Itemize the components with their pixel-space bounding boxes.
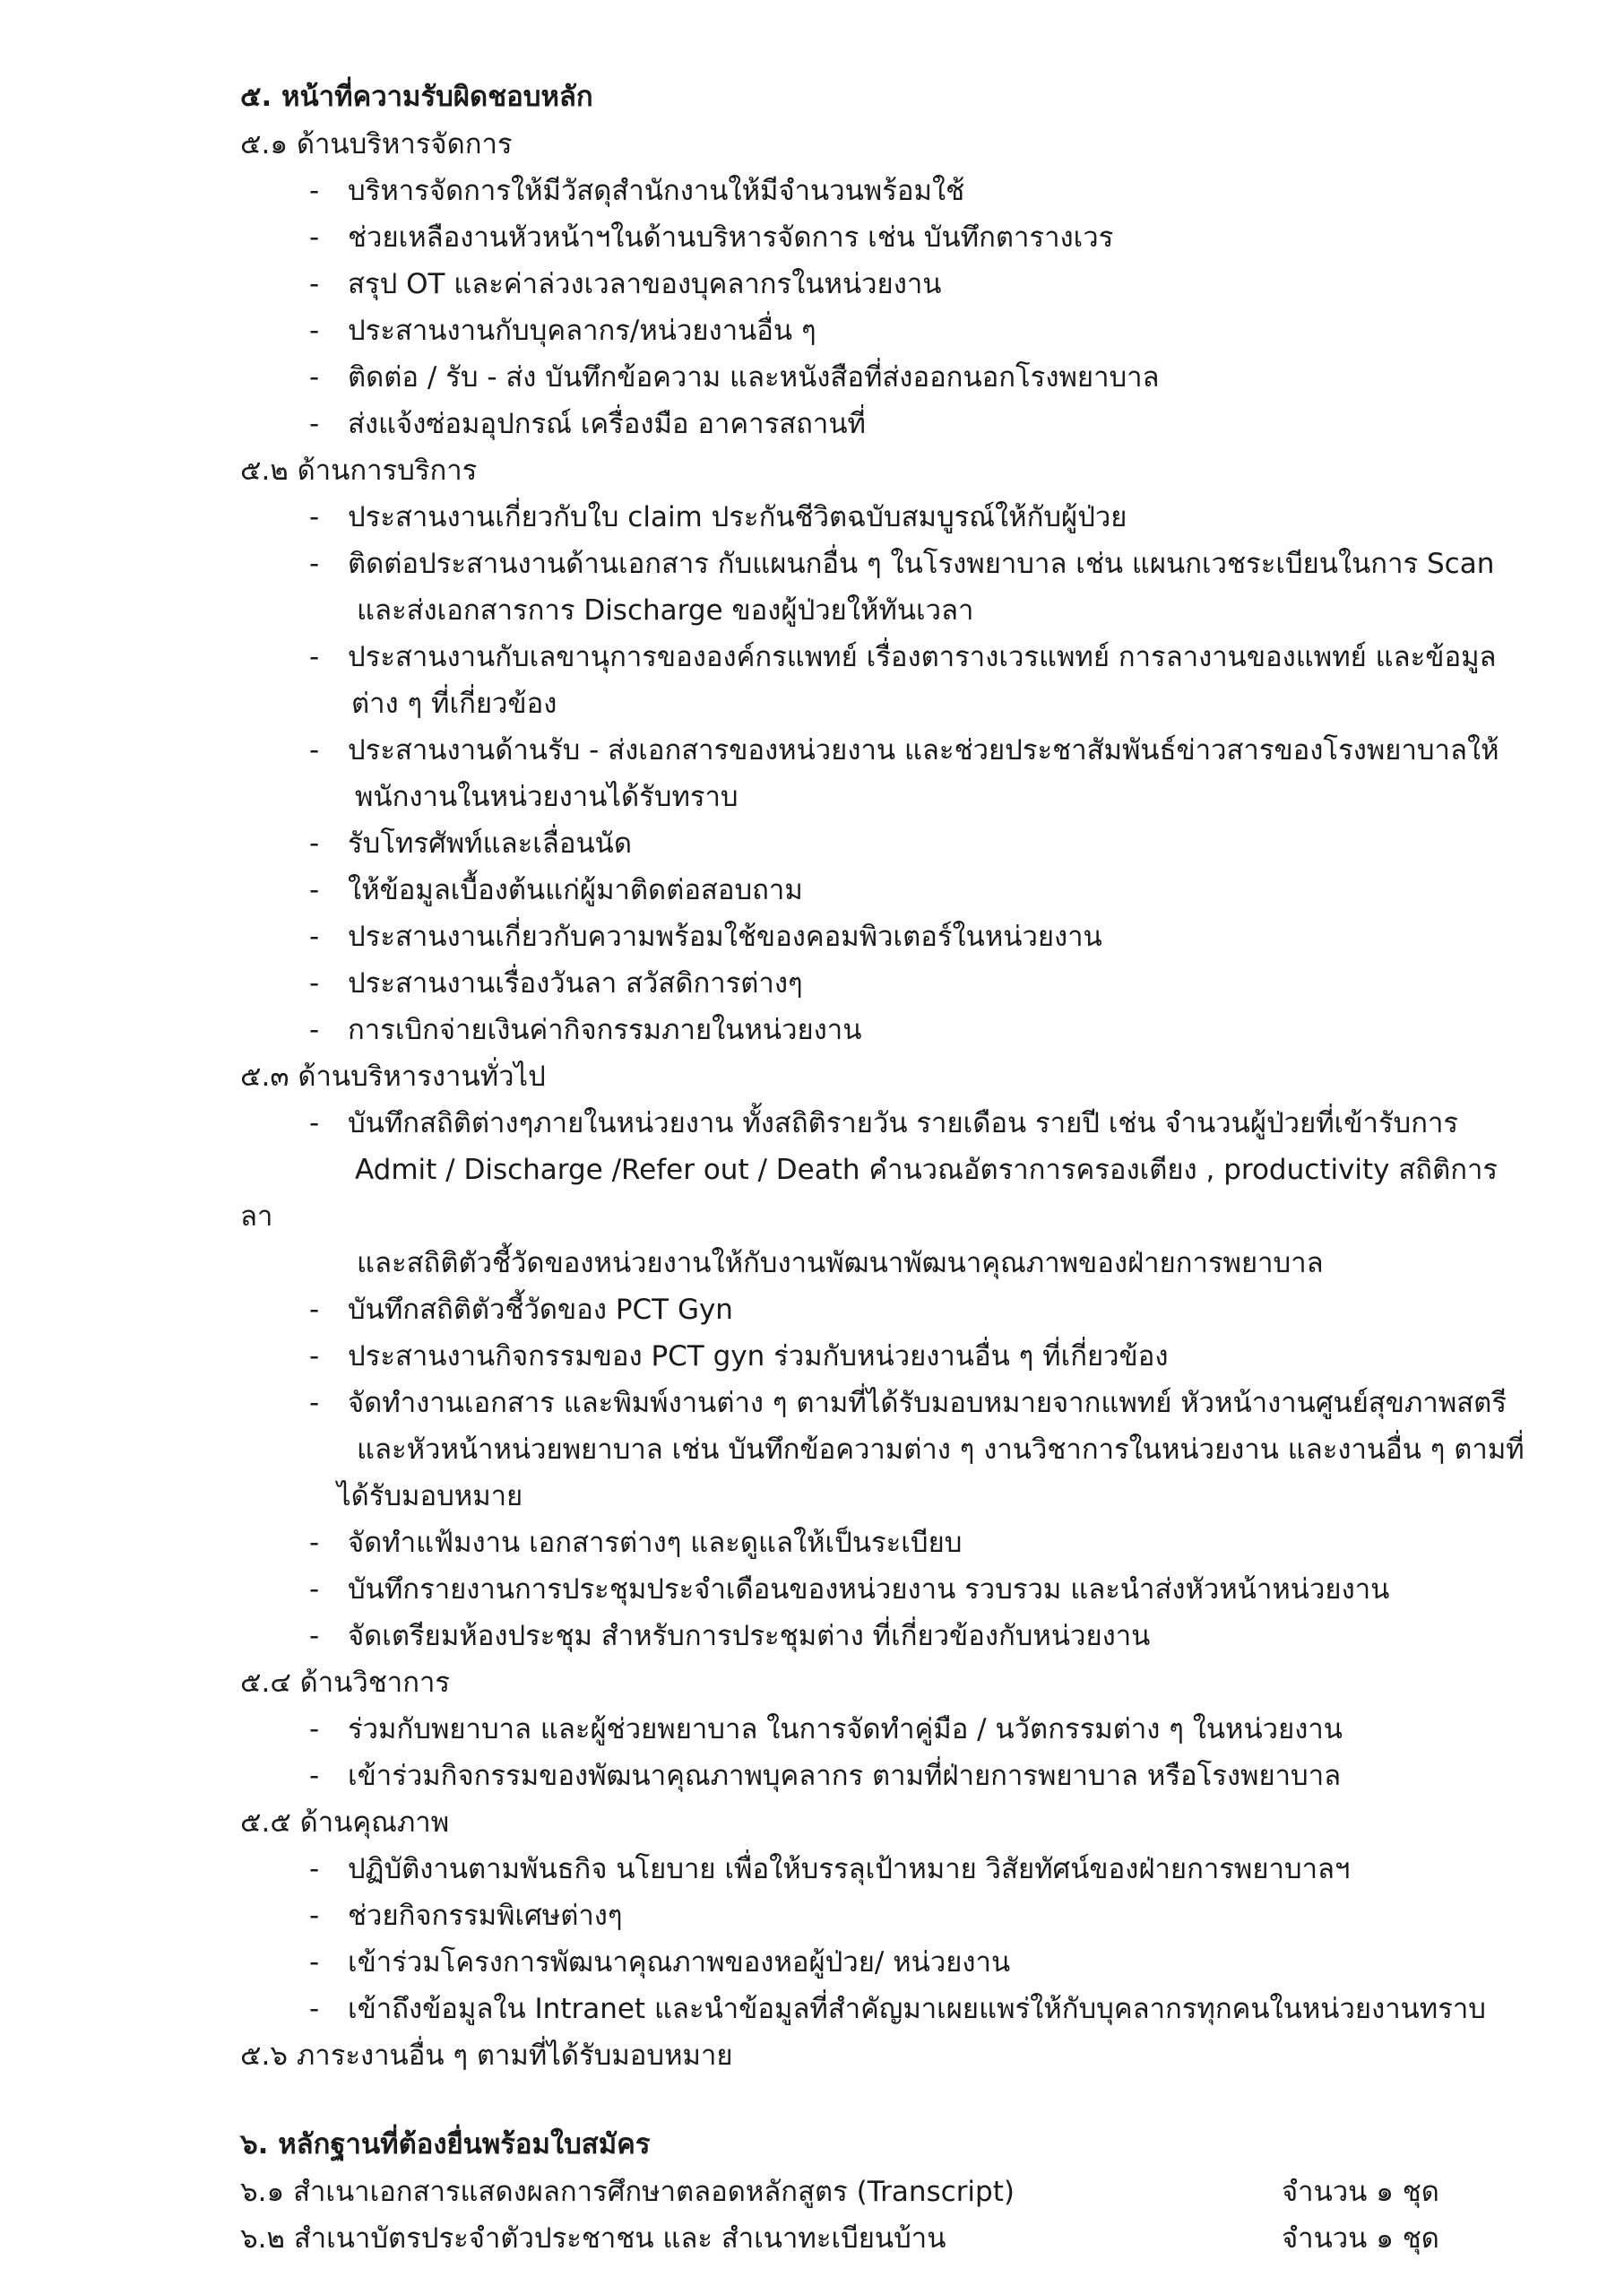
bullet-dash: - [309, 408, 320, 440]
list-item: รับโทรศัพท์และเลื่อนนัด [348, 827, 632, 860]
subsection-5-3-title: ๕.๓ ด้านบริหารงานทั่วไป [240, 1061, 546, 1093]
bullet-dash: - [309, 1340, 320, 1373]
list-item: ให้ข้อมูลเบื้องต้นแก่ผู้มาติดต่อสอบถาม [348, 874, 803, 906]
list-item-continuation: ต่าง ๆ ที่เกี่ยวข้อง [351, 688, 557, 720]
bullet-dash: - [309, 501, 320, 533]
bullet-dash: - [309, 734, 320, 766]
list-item: เข้าร่วมกิจกรรมของพัฒนาคุณภาพบุคลากร ตามที่ฝ่ายการพยาบาล หรือโรงพยาบาล [348, 1760, 1342, 1792]
subsection-5-1-title: ๕.๑ ด้านบริหารจัดการ [240, 128, 513, 160]
bullet-dash: - [309, 221, 320, 254]
list-item: ประสานงานเรื่องวันลา สวัสดิการต่างๆ [348, 967, 803, 1000]
subsection-5-4-title: ๕.๔ ด้านวิชาการ [240, 1667, 451, 1699]
list-item: ประสานงานกับบุคลากร/หน่วยงานอื่น ๆ [348, 315, 816, 347]
list-item: เข้าถึงข้อมูลใน Intranet และนำข้อมูลที่สำคัญมาเผยแพร่ให้กับบุคลากรทุกคนในหน่วยงานทราบ [348, 1993, 1486, 2025]
bullet-dash: - [309, 1760, 320, 1792]
list-item: ติดต่อ / รับ - ส่ง บันทึกข้อความ และหนังสือที่ส่งออกนอกโรงพยาบาล [348, 361, 1160, 394]
bullet-dash: - [309, 548, 320, 580]
bullet-dash: - [309, 315, 320, 347]
document-row-qty: จำนวน ๑ ชุด [1282, 2222, 1439, 2255]
list-item-continuation: พนักงานในหน่วยงานได้รับทราบ [355, 781, 739, 813]
bullet-dash: - [309, 827, 320, 860]
bullet-dash: - [309, 1294, 320, 1326]
bullet-dash: - [309, 967, 320, 1000]
list-item: ติดต่อประสานงานด้านเอกสาร กับแผนกอื่น ๆ ในโรงพยาบาล เช่น แผนกเวชระเบียนในการ Scan [348, 548, 1495, 580]
list-item-continuation: และหัวหน้าหน่วยพยาบาล เช่น บันทึกข้อความต่าง ๆ งานวิชาการในหน่วยงาน และงานอื่น ๆ ตามที่ [357, 1433, 1525, 1466]
list-item: บันทึกรายงานการประชุมประจำเดือนของหน่วยงาน รวบรวม และนำส่งหัวหน้าหน่วยงาน [348, 1573, 1390, 1606]
list-item: จัดเตรียมห้องประชุม สำหรับการประชุมต่าง ที่เกี่ยวข้องกับหน่วยงาน [348, 1620, 1151, 1652]
list-item: ร่วมกับพยาบาล และผู้ช่วยพยาบาล ในการจัดทำคู่มือ / นวัตกรรมต่าง ๆ ในหน่วยงาน [348, 1713, 1343, 1745]
list-item: เข้าร่วมโครงการพัฒนาคุณภาพของหอผู้ป่วย/ หน่วยงาน [348, 1946, 1011, 1979]
list-item-continuation: และส่งเอกสารการ Discharge ของผู้ป่วยให้ทันเวลา [357, 594, 974, 627]
list-item: บันทึกสถิติต่างๆภายในหน่วยงาน ทั้งสถิติรายวัน รายเดือน รายปี เช่น จำนวนผู้ป่วยที่เข้ารับการ [348, 1107, 1459, 1139]
list-item: ประสานงานเกี่ยวกับความพร้อมใช้ของคอมพิวเตอร์ในหน่วยงาน [348, 921, 1102, 953]
subsection-5-6-title: ๕.๖ ภาระงานอื่น ๆ ตามที่ได้รับมอบหมาย [240, 2040, 733, 2072]
list-item: จัดทำแฟ้มงาน เอกสารต่างๆ และดูแลให้เป็นระเบียบ [348, 1527, 963, 1559]
bullet-dash: - [309, 1713, 320, 1745]
list-item: ปฏิบัติงานตามพันธกิจ นโยบาย เพื่อให้บรรลุเป้าหมาย วิสัยทัศน์ของฝ่ายการพยาบาลฯ [348, 1853, 1351, 1885]
bullet-dash: - [309, 874, 320, 906]
bullet-dash: - [309, 1387, 320, 1419]
bullet-dash: - [309, 921, 320, 953]
list-item: ประสานงานเกี่ยวกับใบ claim ประกันชีวิตฉบับสมบูรณ์ให้กับผู้ป่วย [348, 501, 1127, 533]
bullet-dash: - [309, 1853, 320, 1885]
section-6-heading: ๖. หลักฐานที่ต้องยื่นพร้อมใบสมัคร [240, 2128, 651, 2161]
list-item-continuation: ลา [240, 1200, 273, 1233]
bullet-dash: - [309, 641, 320, 673]
bullet-dash: - [309, 1573, 320, 1606]
document-row-qty: จำนวน ๑ ชุด [1282, 2176, 1439, 2208]
list-item: บริหารจัดการให้มีวัสดุสำนักงานให้มีจำนวนพร้อมใช้ [348, 175, 965, 207]
list-item-continuation: ได้รับมอบหมาย [337, 1480, 523, 1512]
bullet-dash: - [309, 1107, 320, 1139]
list-item: สรุป OT และค่าล่วงเวลาของบุคลากรในหน่วยงาน [348, 268, 942, 300]
section-5-heading: ๕. หน้าที่ความรับผิดชอบหลัก [240, 81, 593, 113]
subsection-5-2-title: ๕.๒ ด้านการบริการ [240, 455, 478, 487]
bullet-dash: - [309, 1620, 320, 1652]
list-item: ช่วยเหลืองานหัวหน้าฯในด้านบริหารจัดการ เช่น บันทึกตารางเวร [348, 221, 1114, 254]
list-item-continuation: Admit / Discharge /Refer out / Death คำนวณอัตราการครองเตียง , productivity สถิติการ [355, 1154, 1499, 1186]
document-row-label: ๖.๒ สำเนาบัตรประจำตัวประชาชน และ สำเนาทะเบียนบ้าน [240, 2222, 946, 2255]
bullet-dash: - [309, 175, 320, 207]
subsection-5-5-title: ๕.๕ ด้านคุณภาพ [240, 1806, 450, 1839]
bullet-dash: - [309, 1527, 320, 1559]
list-item: ส่งแจ้งซ่อมอุปกรณ์ เครื่องมือ อาคารสถานที่ [348, 408, 866, 440]
list-item: จัดทำงานเอกสาร และพิมพ์งานต่าง ๆ ตามที่ได้รับมอบหมายจากแพทย์ หัวหน้างานศูนย์สุขภาพสตรี [348, 1387, 1507, 1419]
bullet-dash: - [309, 1014, 320, 1046]
bullet-dash: - [309, 1946, 320, 1979]
bullet-dash: - [309, 1900, 320, 1932]
list-item: การเบิกจ่ายเงินค่ากิจกรรมภายในหน่วยงาน [348, 1014, 862, 1046]
document-row-label: ๖.๑ สำเนาเอกสารแสดงผลการศึกษาตลอดหลักสูตร (Transcript) [240, 2176, 1015, 2208]
list-item-continuation: และสถิติตัวชี้วัดของหน่วยงานให้กับงานพัฒนาพัฒนาคุณภาพของฝ่ายการพยาบาล [357, 1247, 1324, 1279]
list-item: บันทึกสถิติตัวชี้วัดของ PCT Gyn [348, 1294, 733, 1326]
list-item: ประสานงานกิจกรรมของ PCT gyn ร่วมกับหน่วยงานอื่น ๆ ที่เกี่ยวข้อง [348, 1340, 1169, 1373]
list-item: ประสานงานกับเลขานุการขององค์กรแพทย์ เรื่องตารางเวรแพทย์ การลางานของแพทย์ และข้อมูล [348, 641, 1497, 673]
bullet-dash: - [309, 361, 320, 394]
list-item: ช่วยกิจกรรมพิเศษต่างๆ [348, 1900, 623, 1932]
bullet-dash: - [309, 268, 320, 300]
list-item: ประสานงานด้านรับ - ส่งเอกสารของหน่วยงาน และช่วยประชาสัมพันธ์ข่าวสารของโรงพยาบาลให้ [348, 734, 1499, 766]
bullet-dash: - [309, 1993, 320, 2025]
